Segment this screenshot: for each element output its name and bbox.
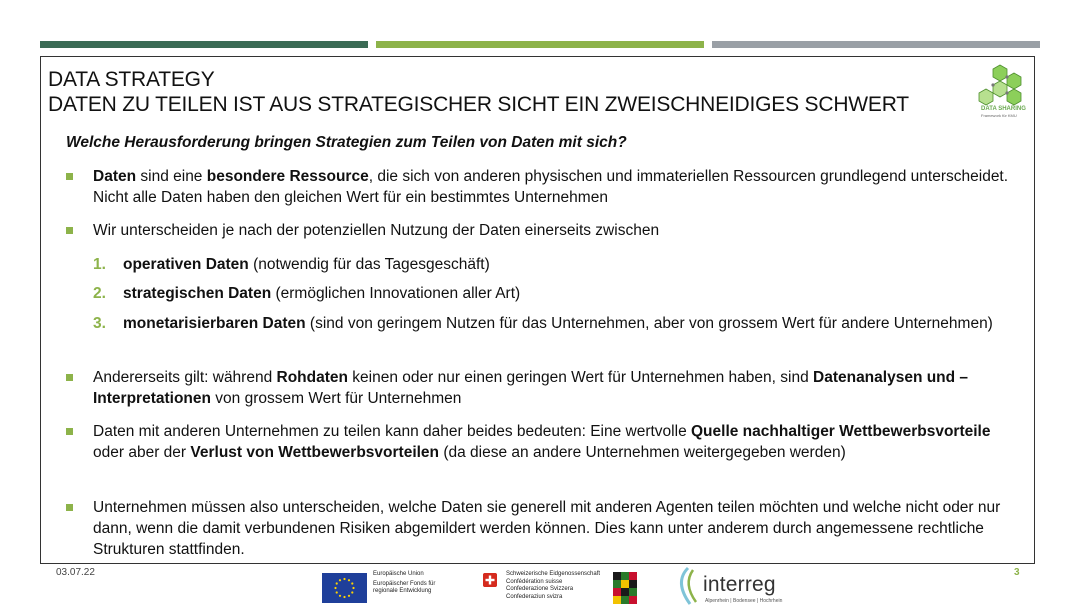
slide-question: Welche Herausforderung bringen Strategien zum Teilen von Daten mit sich? [66, 134, 627, 151]
numbered-item-3: 3. monetarisierbaren Daten (sind von geringem Nutzen für das Unternehmen, aber von grossem Wert für andere Unternehmen) [93, 315, 993, 332]
bullet-item-2: Wir unterscheiden je nach der potenziellen Nutzung der Daten einerseits zwischen [66, 220, 1016, 241]
bullet-square-icon [66, 227, 73, 234]
bullet-square-icon [66, 173, 73, 180]
eu-flag-icon [322, 573, 367, 603]
swiss-flag-icon [483, 573, 497, 587]
interreg-wordmark: interreg [703, 573, 776, 596]
bullet-item-5: Unternehmen müssen also unterscheiden, welche Daten sie generell mit anderen Agenten teilen möchten und welche nicht oder nur dann, wenn die damit verbundenen Risiken abgemildert werden können. Dies kann unter anderem durch angemessene rechtliche Strukturen stattfinden. [66, 497, 1016, 560]
bullet-item-1: Daten sind eine besondere Ressource, die sich von anderen physischen und immateriellen Ressourcen grundlegend unterscheidet. Nicht alle Daten haben den gleichen Wert für ein bestimmtes Unternehmen [66, 166, 1016, 208]
header-bar-light-green [376, 41, 704, 48]
eu-funding-text: Europäische Union Europäischer Fonds für regionale Entwicklung [373, 571, 436, 594]
footer-date: 03.07.22 [56, 567, 95, 578]
title-line-1: DATA STRATEGY [48, 68, 215, 91]
bullet-item-3: Andererseits gilt: während Rohdaten keinen oder nur einen geringen Wert für Unternehmen haben, sind Datenanalysen und –Interpretationen von grossem Wert für Unternehmen [66, 367, 1016, 409]
logo-subtext: Framework für KMU [981, 113, 1017, 118]
numbered-item-1: 1. operativen Daten (notwendig für das Tagesgeschäft) [93, 256, 490, 273]
swiss-confederation-text: Schweizerische Eidgenossenschaft Confédération suisse Confederazione Svizzera Confederaziun svizra [506, 571, 601, 600]
canton-coats-of-arms-icon [613, 572, 637, 604]
numbered-item-2: 2. strategischen Daten (ermöglichen Innovationen aller Art) [93, 285, 521, 302]
bullet-square-icon [66, 504, 73, 511]
logo-text: DATA SHARING [981, 106, 1026, 112]
header-bar-dark-green [40, 41, 368, 48]
slide-title [48, 67, 909, 117]
bullet-square-icon [66, 428, 73, 435]
bullet-item-4: Daten mit anderen Unternehmen zu teilen kann daher beides bedeuten: Eine wertvolle Quelle nachhaltiger Wettbewerbsvorteile oder aber der Verlust von Wettbewerbsvorteilen (da diese an andere Unternehmen weitergegeben werden) [66, 421, 1016, 463]
slide-content-frame [40, 56, 1035, 564]
bullet-square-icon [66, 374, 73, 381]
title-line-2: DATEN ZU TEILEN IST AUS STRATEGISCHER SICHT EIN ZWEISCHNEIDIGES SCHWERT [48, 93, 909, 116]
header-bar-grey [712, 41, 1040, 48]
interreg-region-text: Alpenrhein | Bodensee | Hochrhein [705, 598, 783, 604]
page-number: 3 [1014, 567, 1020, 578]
